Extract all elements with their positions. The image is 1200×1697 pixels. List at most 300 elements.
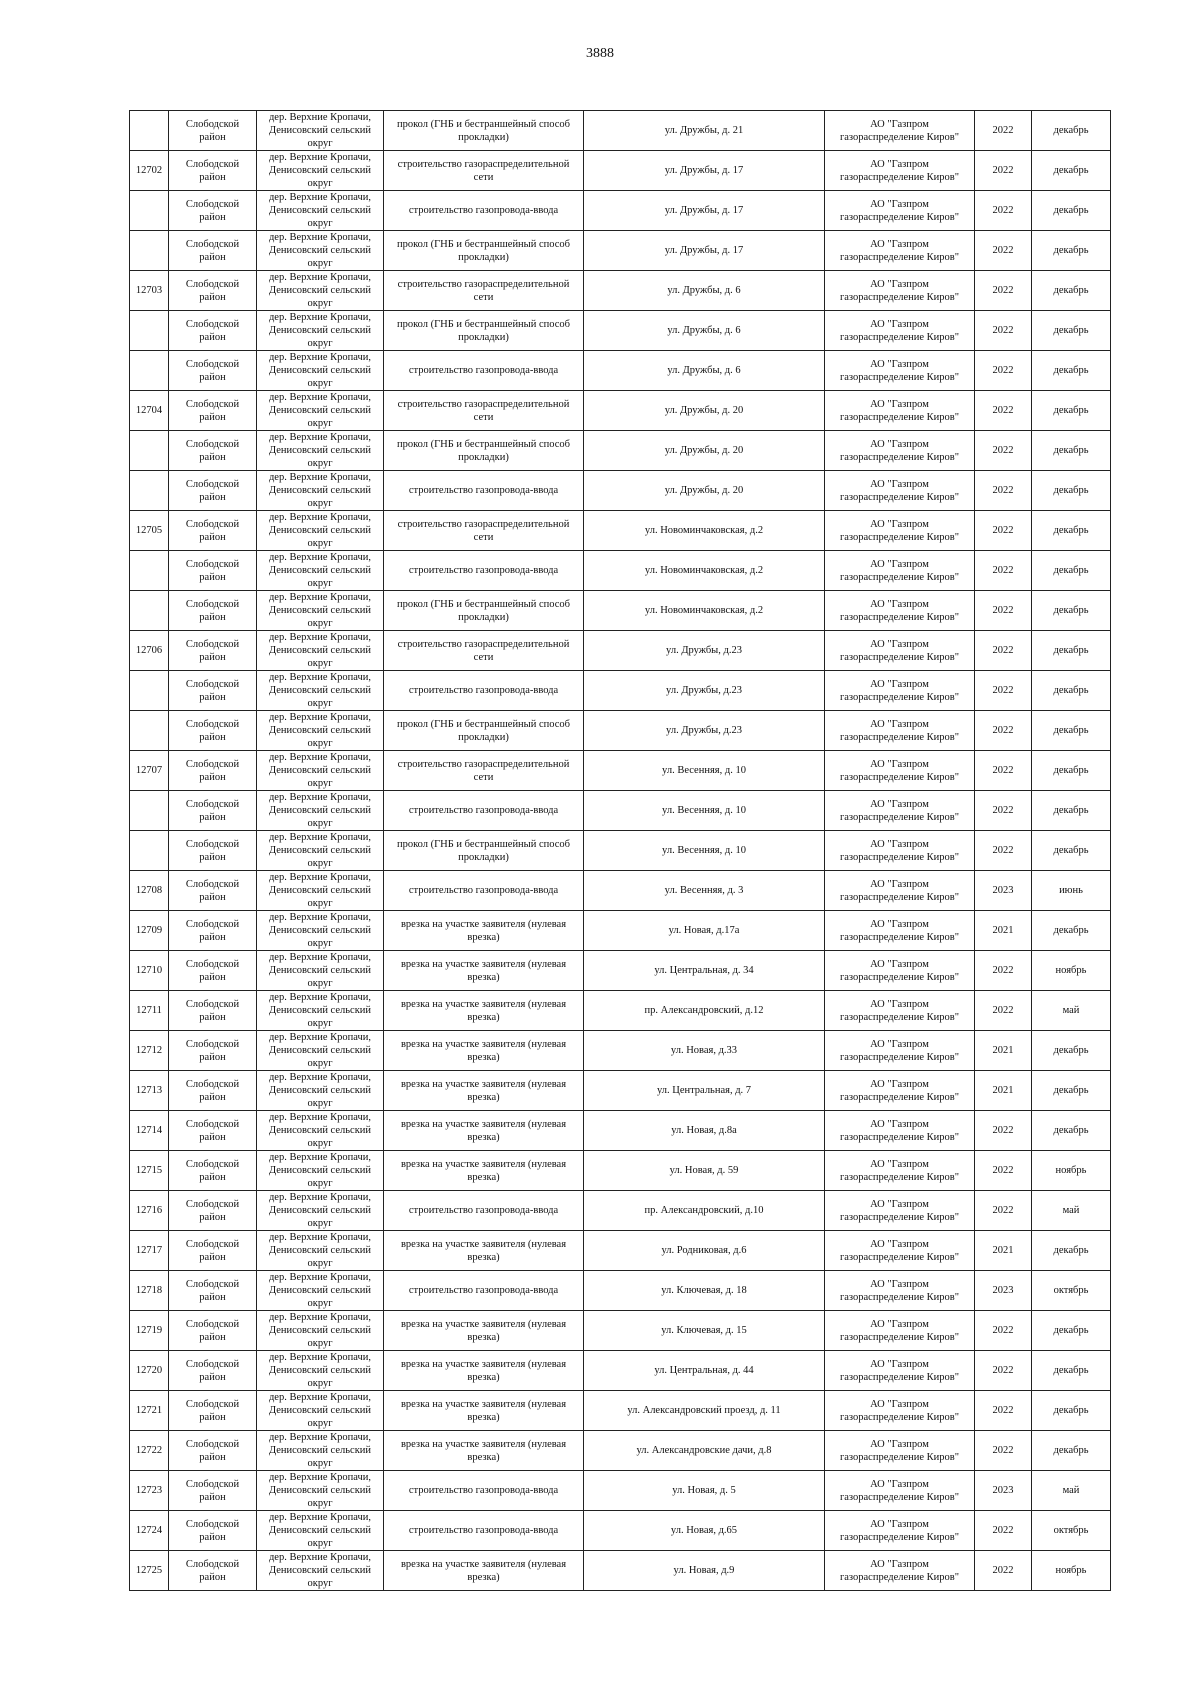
year-cell: 2022	[975, 391, 1032, 431]
work-type-cell: врезка на участке заявителя (нулевая врезка)	[384, 1351, 584, 1391]
month-cell: декабрь	[1032, 551, 1111, 591]
locality-cell: дер. Верхние Кропачи, Денисовский сельский округ	[257, 391, 384, 431]
locality-cell: дер. Верхние Кропачи, Денисовский сельский округ	[257, 791, 384, 831]
month-cell: май	[1032, 1191, 1111, 1231]
district-cell: Слободской район	[169, 151, 257, 191]
year-cell: 2022	[975, 111, 1032, 151]
address-cell: ул. Ключевая, д. 18	[584, 1271, 825, 1311]
table-row	[130, 1551, 1111, 1591]
year-cell: 2021	[975, 1231, 1032, 1271]
address-cell: ул. Дружбы, д. 20	[584, 391, 825, 431]
organization-cell: АО "Газпром газораспределение Киров"	[825, 1471, 975, 1511]
year-cell: 2021	[975, 1071, 1032, 1111]
table-row	[130, 111, 1111, 151]
table-row	[130, 1311, 1111, 1351]
organization-cell: АО "Газпром газораспределение Киров"	[825, 151, 975, 191]
row-number: 12715	[130, 1151, 169, 1191]
locality-cell: дер. Верхние Кропачи, Денисовский сельский округ	[257, 1311, 384, 1351]
month-cell: декабрь	[1032, 671, 1111, 711]
month-cell: декабрь	[1032, 391, 1111, 431]
address-cell: ул. Дружбы, д.23	[584, 671, 825, 711]
registry-table	[129, 110, 1111, 1591]
district-cell: Слободской район	[169, 391, 257, 431]
year-cell: 2022	[975, 351, 1032, 391]
row-number: 12716	[130, 1191, 169, 1231]
row-number: 12719	[130, 1311, 169, 1351]
table-row	[130, 1031, 1111, 1071]
month-cell: ноябрь	[1032, 1151, 1111, 1191]
address-cell: ул. Дружбы, д. 17	[584, 191, 825, 231]
table-row	[130, 1071, 1111, 1111]
district-cell: Слободской район	[169, 191, 257, 231]
locality-cell: дер. Верхние Кропачи, Денисовский сельский округ	[257, 671, 384, 711]
locality-cell: дер. Верхние Кропачи, Денисовский сельский округ	[257, 351, 384, 391]
table-row	[130, 871, 1111, 911]
work-type-cell: врезка на участке заявителя (нулевая врезка)	[384, 1431, 584, 1471]
row-number: 12709	[130, 911, 169, 951]
work-type-cell: строительство газораспределительной сети	[384, 391, 584, 431]
work-type-cell: строительство газопровода-ввода	[384, 471, 584, 511]
month-cell: декабрь	[1032, 1431, 1111, 1471]
locality-cell: дер. Верхние Кропачи, Денисовский сельский округ	[257, 1431, 384, 1471]
year-cell: 2022	[975, 711, 1032, 751]
locality-cell: дер. Верхние Кропачи, Денисовский сельский округ	[257, 911, 384, 951]
organization-cell: АО "Газпром газораспределение Киров"	[825, 511, 975, 551]
month-cell: декабрь	[1032, 471, 1111, 511]
district-cell: Слободской район	[169, 1111, 257, 1151]
table-row	[130, 551, 1111, 591]
year-cell: 2022	[975, 1511, 1032, 1551]
month-cell: декабрь	[1032, 711, 1111, 751]
table-row	[130, 951, 1111, 991]
locality-cell: дер. Верхние Кропачи, Денисовский сельский округ	[257, 1231, 384, 1271]
locality-cell: дер. Верхние Кропачи, Денисовский сельский округ	[257, 1391, 384, 1431]
row-number: 12710	[130, 951, 169, 991]
row-number: 12722	[130, 1431, 169, 1471]
district-cell: Слободской район	[169, 1511, 257, 1551]
year-cell: 2022	[975, 951, 1032, 991]
table-row	[130, 1471, 1111, 1511]
table-row	[130, 391, 1111, 431]
row-number	[130, 231, 169, 271]
address-cell: пр. Александровский, д.12	[584, 991, 825, 1031]
month-cell: декабрь	[1032, 231, 1111, 271]
district-cell: Слободской район	[169, 1551, 257, 1591]
row-number	[130, 591, 169, 631]
locality-cell: дер. Верхние Кропачи, Денисовский сельский округ	[257, 111, 384, 151]
organization-cell: АО "Газпром газораспределение Киров"	[825, 711, 975, 751]
month-cell: октябрь	[1032, 1511, 1111, 1551]
row-number: 12705	[130, 511, 169, 551]
row-number	[130, 111, 169, 151]
table-row	[130, 1511, 1111, 1551]
district-cell: Слободской район	[169, 591, 257, 631]
district-cell: Слободской район	[169, 511, 257, 551]
row-number: 12711	[130, 991, 169, 1031]
organization-cell: АО "Газпром газораспределение Киров"	[825, 1271, 975, 1311]
locality-cell: дер. Верхние Кропачи, Денисовский сельский округ	[257, 871, 384, 911]
row-number	[130, 311, 169, 351]
organization-cell: АО "Газпром газораспределение Киров"	[825, 911, 975, 951]
address-cell: ул. Ключевая, д. 15	[584, 1311, 825, 1351]
work-type-cell: строительство газораспределительной сети	[384, 511, 584, 551]
address-cell: ул. Весенняя, д. 10	[584, 831, 825, 871]
address-cell: ул. Новая, д.8а	[584, 1111, 825, 1151]
table-row	[130, 471, 1111, 511]
district-cell: Слободской район	[169, 1071, 257, 1111]
work-type-cell: врезка на участке заявителя (нулевая врезка)	[384, 951, 584, 991]
year-cell: 2022	[975, 231, 1032, 271]
table-row	[130, 1271, 1111, 1311]
table-row	[130, 351, 1111, 391]
year-cell: 2022	[975, 791, 1032, 831]
row-number: 12712	[130, 1031, 169, 1071]
row-number: 12707	[130, 751, 169, 791]
month-cell: декабрь	[1032, 111, 1111, 151]
address-cell: ул. Весенняя, д. 10	[584, 791, 825, 831]
address-cell: ул. Центральная, д. 7	[584, 1071, 825, 1111]
year-cell: 2023	[975, 1271, 1032, 1311]
year-cell: 2022	[975, 631, 1032, 671]
district-cell: Слободской район	[169, 1231, 257, 1271]
organization-cell: АО "Газпром газораспределение Киров"	[825, 1551, 975, 1591]
month-cell: декабрь	[1032, 511, 1111, 551]
table-row	[130, 511, 1111, 551]
month-cell: май	[1032, 991, 1111, 1031]
year-cell: 2022	[975, 751, 1032, 791]
address-cell: ул. Центральная, д. 34	[584, 951, 825, 991]
year-cell: 2022	[975, 471, 1032, 511]
organization-cell: АО "Газпром газораспределение Киров"	[825, 111, 975, 151]
district-cell: Слободской район	[169, 1191, 257, 1231]
month-cell: декабрь	[1032, 1391, 1111, 1431]
organization-cell: АО "Газпром газораспределение Киров"	[825, 791, 975, 831]
district-cell: Слободской район	[169, 351, 257, 391]
address-cell: ул. Александровские дачи, д.8	[584, 1431, 825, 1471]
locality-cell: дер. Верхние Кропачи, Денисовский сельский округ	[257, 831, 384, 871]
year-cell: 2022	[975, 431, 1032, 471]
locality-cell: дер. Верхние Кропачи, Денисовский сельский округ	[257, 711, 384, 751]
work-type-cell: врезка на участке заявителя (нулевая врезка)	[384, 1311, 584, 1351]
month-cell: июнь	[1032, 871, 1111, 911]
year-cell: 2022	[975, 551, 1032, 591]
table-row	[130, 631, 1111, 671]
district-cell: Слободской район	[169, 1311, 257, 1351]
table-row	[130, 791, 1111, 831]
year-cell: 2021	[975, 1031, 1032, 1071]
work-type-cell: строительство газопровода-ввода	[384, 871, 584, 911]
district-cell: Слободской район	[169, 551, 257, 591]
organization-cell: АО "Газпром газораспределение Киров"	[825, 1151, 975, 1191]
month-cell: декабрь	[1032, 911, 1111, 951]
month-cell: май	[1032, 1471, 1111, 1511]
month-cell: декабрь	[1032, 631, 1111, 671]
work-type-cell: прокол (ГНБ и бестраншейный способ прокладки)	[384, 311, 584, 351]
year-cell: 2022	[975, 151, 1032, 191]
district-cell: Слободской район	[169, 311, 257, 351]
district-cell: Слободской район	[169, 431, 257, 471]
organization-cell: АО "Газпром газораспределение Киров"	[825, 551, 975, 591]
organization-cell: АО "Газпром газораспределение Киров"	[825, 991, 975, 1031]
locality-cell: дер. Верхние Кропачи, Денисовский сельский округ	[257, 951, 384, 991]
table-row	[130, 231, 1111, 271]
work-type-cell: врезка на участке заявителя (нулевая врезка)	[384, 1391, 584, 1431]
organization-cell: АО "Газпром газораспределение Киров"	[825, 671, 975, 711]
table-row	[130, 1351, 1111, 1391]
organization-cell: АО "Газпром газораспределение Киров"	[825, 591, 975, 631]
table-row	[130, 431, 1111, 471]
organization-cell: АО "Газпром газораспределение Киров"	[825, 351, 975, 391]
work-type-cell: прокол (ГНБ и бестраншейный способ прокладки)	[384, 711, 584, 751]
organization-cell: АО "Газпром газораспределение Киров"	[825, 1391, 975, 1431]
month-cell: декабрь	[1032, 1351, 1111, 1391]
locality-cell: дер. Верхние Кропачи, Денисовский сельский округ	[257, 311, 384, 351]
address-cell: ул. Дружбы, д. 6	[584, 351, 825, 391]
district-cell: Слободской район	[169, 991, 257, 1031]
work-type-cell: строительство газопровода-ввода	[384, 351, 584, 391]
work-type-cell: строительство газораспределительной сети	[384, 151, 584, 191]
organization-cell: АО "Газпром газораспределение Киров"	[825, 191, 975, 231]
address-cell: ул. Центральная, д. 44	[584, 1351, 825, 1391]
address-cell: ул. Новоминчаковская, д.2	[584, 591, 825, 631]
organization-cell: АО "Газпром газораспределение Киров"	[825, 431, 975, 471]
work-type-cell: врезка на участке заявителя (нулевая врезка)	[384, 1111, 584, 1151]
row-number: 12720	[130, 1351, 169, 1391]
organization-cell: АО "Газпром газораспределение Киров"	[825, 831, 975, 871]
work-type-cell: строительство газораспределительной сети	[384, 271, 584, 311]
district-cell: Слободской район	[169, 111, 257, 151]
district-cell: Слободской район	[169, 711, 257, 751]
locality-cell: дер. Верхние Кропачи, Денисовский сельский округ	[257, 631, 384, 671]
year-cell: 2022	[975, 1311, 1032, 1351]
work-type-cell: прокол (ГНБ и бестраншейный способ прокладки)	[384, 231, 584, 271]
locality-cell: дер. Верхние Кропачи, Денисовский сельский округ	[257, 1151, 384, 1191]
year-cell: 2022	[975, 1351, 1032, 1391]
year-cell: 2023	[975, 1471, 1032, 1511]
row-number	[130, 551, 169, 591]
month-cell: декабрь	[1032, 271, 1111, 311]
locality-cell: дер. Верхние Кропачи, Денисовский сельский округ	[257, 1471, 384, 1511]
work-type-cell: строительство газопровода-ввода	[384, 551, 584, 591]
locality-cell: дер. Верхние Кропачи, Денисовский сельский округ	[257, 991, 384, 1031]
row-number: 12713	[130, 1071, 169, 1111]
month-cell: декабрь	[1032, 191, 1111, 231]
work-type-cell: врезка на участке заявителя (нулевая врезка)	[384, 1551, 584, 1591]
year-cell: 2022	[975, 191, 1032, 231]
month-cell: декабрь	[1032, 591, 1111, 631]
work-type-cell: строительство газопровода-ввода	[384, 1471, 584, 1511]
month-cell: ноябрь	[1032, 951, 1111, 991]
district-cell: Слободской район	[169, 671, 257, 711]
row-number: 12725	[130, 1551, 169, 1591]
work-type-cell: прокол (ГНБ и бестраншейный способ прокладки)	[384, 111, 584, 151]
district-cell: Слободской район	[169, 791, 257, 831]
table-row	[130, 311, 1111, 351]
month-cell: декабрь	[1032, 311, 1111, 351]
year-cell: 2022	[975, 311, 1032, 351]
work-type-cell: прокол (ГНБ и бестраншейный способ прокладки)	[384, 591, 584, 631]
row-number: 12723	[130, 1471, 169, 1511]
row-number	[130, 791, 169, 831]
row-number	[130, 191, 169, 231]
district-cell: Слободской район	[169, 271, 257, 311]
locality-cell: дер. Верхние Кропачи, Денисовский сельский округ	[257, 471, 384, 511]
address-cell: ул. Родниковая, д.6	[584, 1231, 825, 1271]
district-cell: Слободской район	[169, 631, 257, 671]
year-cell: 2022	[975, 1551, 1032, 1591]
locality-cell: дер. Верхние Кропачи, Денисовский сельский округ	[257, 151, 384, 191]
work-type-cell: строительство газопровода-ввода	[384, 1271, 584, 1311]
row-number: 12706	[130, 631, 169, 671]
address-cell: ул. Дружбы, д.23	[584, 711, 825, 751]
organization-cell: АО "Газпром газораспределение Киров"	[825, 1191, 975, 1231]
month-cell: декабрь	[1032, 351, 1111, 391]
table-row	[130, 671, 1111, 711]
month-cell: ноябрь	[1032, 1551, 1111, 1591]
work-type-cell: врезка на участке заявителя (нулевая врезка)	[384, 1151, 584, 1191]
address-cell: ул. Дружбы, д. 21	[584, 111, 825, 151]
month-cell: декабрь	[1032, 1111, 1111, 1151]
address-cell: ул. Дружбы, д. 20	[584, 471, 825, 511]
month-cell: декабрь	[1032, 751, 1111, 791]
table-row	[130, 271, 1111, 311]
table-row	[130, 1391, 1111, 1431]
organization-cell: АО "Газпром газораспределение Киров"	[825, 1351, 975, 1391]
month-cell: декабрь	[1032, 1071, 1111, 1111]
year-cell: 2022	[975, 1191, 1032, 1231]
address-cell: ул. Дружбы, д. 20	[584, 431, 825, 471]
organization-cell: АО "Газпром газораспределение Киров"	[825, 311, 975, 351]
district-cell: Слободской район	[169, 1431, 257, 1471]
year-cell: 2022	[975, 671, 1032, 711]
row-number	[130, 471, 169, 511]
table-row	[130, 831, 1111, 871]
table-row	[130, 1231, 1111, 1271]
locality-cell: дер. Верхние Кропачи, Денисовский сельский округ	[257, 271, 384, 311]
table-row	[130, 591, 1111, 631]
organization-cell: АО "Газпром газораспределение Киров"	[825, 1511, 975, 1551]
page-number: 3888	[586, 46, 614, 61]
address-cell: ул. Весенняя, д. 3	[584, 871, 825, 911]
district-cell: Слободской район	[169, 1271, 257, 1311]
row-number: 12703	[130, 271, 169, 311]
address-cell: ул. Александровский проезд, д. 11	[584, 1391, 825, 1431]
work-type-cell: врезка на участке заявителя (нулевая врезка)	[384, 1071, 584, 1111]
work-type-cell: строительство газопровода-ввода	[384, 1191, 584, 1231]
district-cell: Слободской район	[169, 471, 257, 511]
organization-cell: АО "Газпром газораспределение Киров"	[825, 271, 975, 311]
district-cell: Слободской район	[169, 1391, 257, 1431]
work-type-cell: врезка на участке заявителя (нулевая врезка)	[384, 1031, 584, 1071]
address-cell: ул. Новая, д.17а	[584, 911, 825, 951]
organization-cell: АО "Газпром газораспределение Киров"	[825, 1231, 975, 1271]
address-cell: ул. Новая, д. 5	[584, 1471, 825, 1511]
address-cell: ул. Дружбы, д. 17	[584, 151, 825, 191]
work-type-cell: строительство газопровода-ввода	[384, 791, 584, 831]
year-cell: 2022	[975, 991, 1032, 1031]
work-type-cell: строительство газопровода-ввода	[384, 1511, 584, 1551]
organization-cell: АО "Газпром газораспределение Киров"	[825, 1111, 975, 1151]
year-cell: 2022	[975, 1151, 1032, 1191]
organization-cell: АО "Газпром газораспределение Киров"	[825, 951, 975, 991]
table-row	[130, 191, 1111, 231]
locality-cell: дер. Верхние Кропачи, Денисовский сельский округ	[257, 1551, 384, 1591]
table-row	[130, 1151, 1111, 1191]
address-cell: пр. Александровский, д.10	[584, 1191, 825, 1231]
locality-cell: дер. Верхние Кропачи, Денисовский сельский округ	[257, 1511, 384, 1551]
month-cell: декабрь	[1032, 1311, 1111, 1351]
district-cell: Слободской район	[169, 911, 257, 951]
table-row	[130, 1431, 1111, 1471]
district-cell: Слободской район	[169, 1151, 257, 1191]
work-type-cell: врезка на участке заявителя (нулевая врезка)	[384, 911, 584, 951]
row-number	[130, 351, 169, 391]
locality-cell: дер. Верхние Кропачи, Денисовский сельский округ	[257, 1031, 384, 1071]
locality-cell: дер. Верхние Кропачи, Денисовский сельский округ	[257, 751, 384, 791]
work-type-cell: строительство газопровода-ввода	[384, 191, 584, 231]
address-cell: ул. Новая, д.33	[584, 1031, 825, 1071]
address-cell: ул. Весенняя, д. 10	[584, 751, 825, 791]
organization-cell: АО "Газпром газораспределение Киров"	[825, 751, 975, 791]
year-cell: 2022	[975, 591, 1032, 631]
locality-cell: дер. Верхние Кропачи, Денисовский сельский округ	[257, 1271, 384, 1311]
locality-cell: дер. Верхние Кропачи, Денисовский сельский округ	[257, 511, 384, 551]
row-number	[130, 671, 169, 711]
work-type-cell: строительство газораспределительной сети	[384, 631, 584, 671]
address-cell: ул. Новоминчаковская, д.2	[584, 551, 825, 591]
organization-cell: АО "Газпром газораспределение Киров"	[825, 631, 975, 671]
table-row	[130, 1111, 1111, 1151]
district-cell: Слободской район	[169, 231, 257, 271]
district-cell: Слободской район	[169, 951, 257, 991]
month-cell: октябрь	[1032, 1271, 1111, 1311]
address-cell: ул. Новая, д. 59	[584, 1151, 825, 1191]
organization-cell: АО "Газпром газораспределение Киров"	[825, 1071, 975, 1111]
table-row	[130, 1191, 1111, 1231]
organization-cell: АО "Газпром газораспределение Киров"	[825, 871, 975, 911]
table-row	[130, 991, 1111, 1031]
year-cell: 2022	[975, 511, 1032, 551]
table-row	[130, 751, 1111, 791]
row-number: 12702	[130, 151, 169, 191]
row-number: 12708	[130, 871, 169, 911]
work-type-cell: прокол (ГНБ и бестраншейный способ прокладки)	[384, 831, 584, 871]
address-cell: ул. Дружбы, д. 17	[584, 231, 825, 271]
row-number: 12704	[130, 391, 169, 431]
locality-cell: дер. Верхние Кропачи, Денисовский сельский округ	[257, 591, 384, 631]
locality-cell: дер. Верхние Кропачи, Денисовский сельский округ	[257, 551, 384, 591]
work-type-cell: строительство газораспределительной сети	[384, 751, 584, 791]
year-cell: 2022	[975, 1391, 1032, 1431]
district-cell: Слободской район	[169, 871, 257, 911]
row-number: 12717	[130, 1231, 169, 1271]
year-cell: 2021	[975, 911, 1032, 951]
locality-cell: дер. Верхние Кропачи, Денисовский сельский округ	[257, 231, 384, 271]
district-cell: Слободской район	[169, 831, 257, 871]
row-number	[130, 711, 169, 751]
year-cell: 2022	[975, 1431, 1032, 1471]
work-type-cell: прокол (ГНБ и бестраншейный способ прокладки)	[384, 431, 584, 471]
month-cell: декабрь	[1032, 831, 1111, 871]
organization-cell: АО "Газпром газораспределение Киров"	[825, 231, 975, 271]
year-cell: 2022	[975, 1111, 1032, 1151]
district-cell: Слободской район	[169, 1031, 257, 1071]
organization-cell: АО "Газпром газораспределение Киров"	[825, 471, 975, 511]
district-cell: Слободской район	[169, 1351, 257, 1391]
address-cell: ул. Новая, д.65	[584, 1511, 825, 1551]
work-type-cell: врезка на участке заявителя (нулевая врезка)	[384, 991, 584, 1031]
row-number: 12714	[130, 1111, 169, 1151]
